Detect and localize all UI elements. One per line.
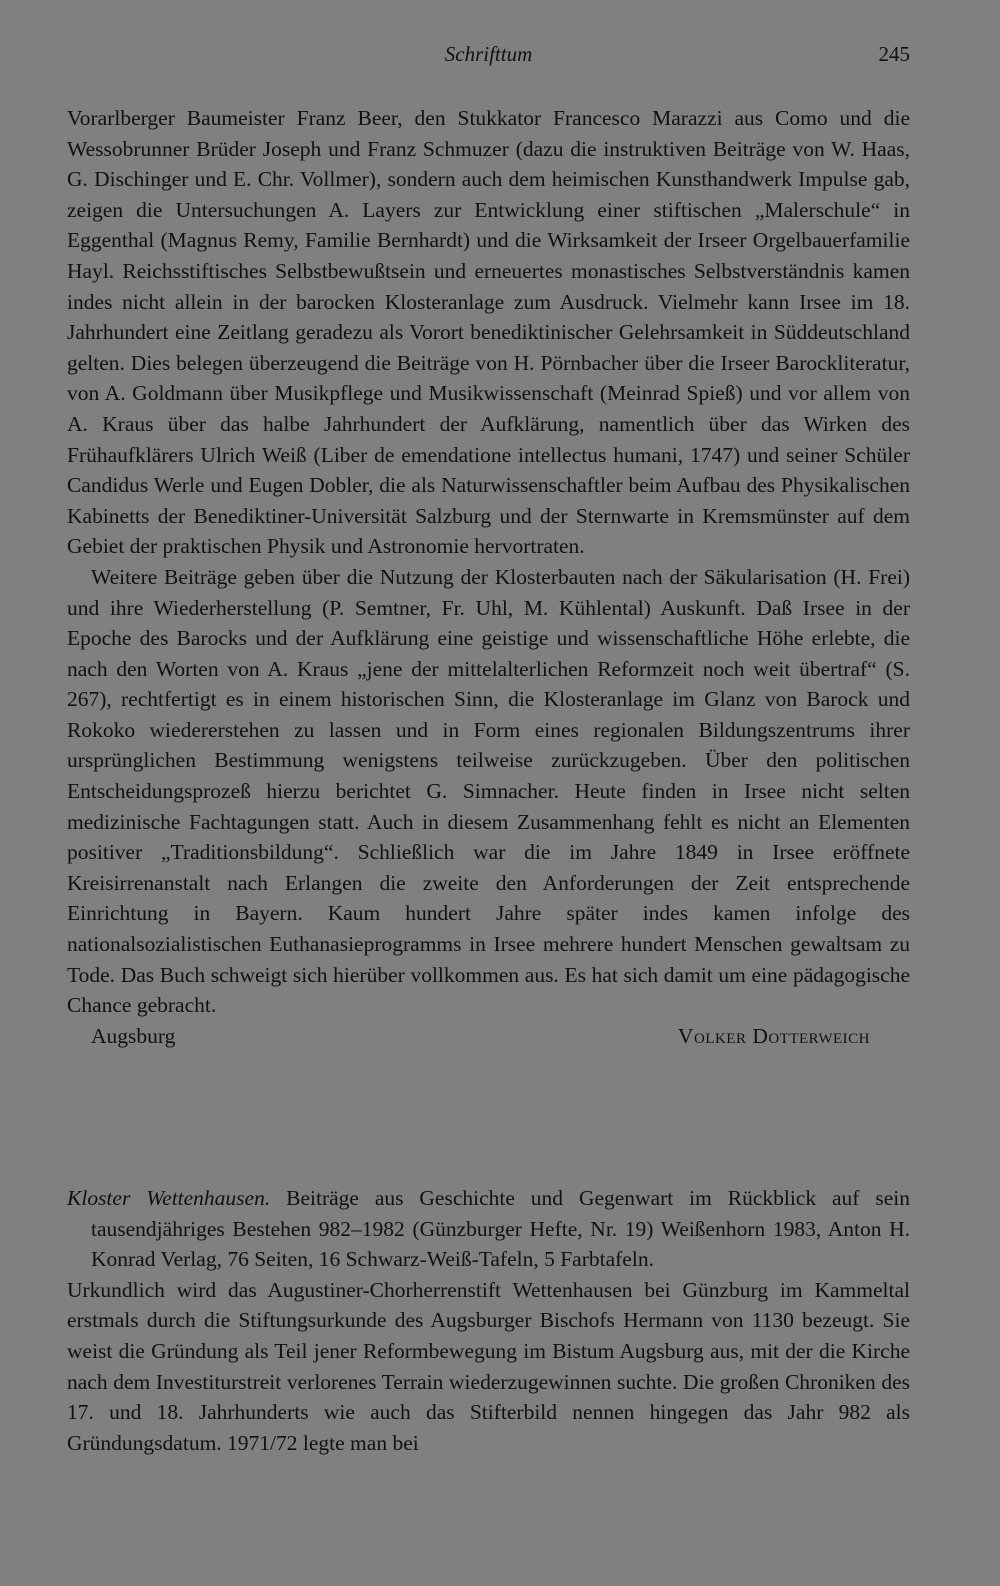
review-paragraph-1: Vorarlberger Baumeister Franz Beer, den Stukkator Francesco Marazzi aus Como und die Wessobrunner Brüder Joseph und Franz Schmuzer (dazu die instruktiven Beiträge von W. Haas, G. Dischinger und E. Chr. Vollmer), sondern auch dem heimischen Kunsthandwerk Impulse gab, zeigen die Untersuchungen A. Layers zur Entwicklung einer stiftischen „Malerschule“ in Eggenthal (Magnus Remy, Familie Bernhardt) und die Wirksamkeit der Irseer Orgelbauerfamilie Hayl. Reichsstiftisches Selbstbewußtsein und erneuertes monastisches Selbstverständnis kamen indes nicht allein in der barocken Klosteranlage zum Ausdruck. Vielmehr kann Irsee im 18. Jahrhundert eine Zeitlang geradezu als Vorort benediktinischer Gelehrsamkeit in Süddeutschland gelten. Dies belegen überzeugend die Beiträge von H. Pörnbacher über die Irseer Barockliteratur, von A. Goldmann über Musikpflege und Musikwissenschaft (Meinrad Spieß) und vor allem von A. Kraus über das halbe Jahrhundert der Aufklärung, namentlich über das Wirken des Frühaufklärers Ulrich Weiß (Liber de emendatione intellectus humani, 1747) und seiner Schüler Candidus Werle und Eugen Dobler, die als Naturwissenschaftler beim Aufbau des Physikalischen Kabinetts der Benediktiner-Universität Salzburg und der Sternwarte in Kremsmünster auf dem Gebiet der praktischen Physik und Astronomie hervortraten. <box>67 106 910 559</box>
review-signature <box>67 1021 910 1052</box>
bibliographic-entry <box>67 1183 910 1275</box>
review-paragraph-2: Weitere Beiträge geben über die Nutzung der Klosterbauten nach der Säkularisation (H. Frei) und ihre Wiederherstellung (P. Semtner, Fr. Uhl, M. Kühlental) Auskunft. Daß Irsee in der Epoche des Barocks und der Aufklärung eine geistige und wissenschaftliche Höhe erlebte, die nach den Worten von A. Kraus „jene der mittelalterlichen Reformzeit noch weit übertraf“ (S. 267), rechtfertigt es in einem historischen Sinn, die Klosteranlage im Glanz von Barock und Rokoko wiedererstehen zu lassen und in Form eines regionalen Bildungszentrums ihrer ursprünglichen Bestimmung wenigstens teilweise zurückzugeben. Über den politischen Entscheidungsprozeß hierzu berichtet G. Simnacher. Heute finden in Irsee nicht selten medizinische Fachtagungen statt. Auch in diesem Zusammenhang fehlt es nicht an Elementen positiver „Traditionsbildung“. Schließlich war die im Jahre 1849 in Irsee eröffnete Kreisirrenanstalt nach Erlangen die zweite den Anforderungen der Zeit entsprechende Einrichtung in Bayern. Kaum hundert Jahre später indes kamen infolge des nationalsozialistischen Euthanasieprogramms in Irsee mehrere hundert Menschen gewaltsam zu Tode. Das Buch schweigt sich hierüber vollkommen aus. Es hat sich damit um eine pädagogische Chance gebracht. <box>67 564 910 1018</box>
review-next-paragraph-1: Urkundlich wird das Augustiner-Chorherrenstift Wettenhausen bei Günzburg im Kammeltal erstmals durch die Stiftungsurkunde des Augsburger Bischofs Hermann von 1130 bezeugt. Sie weist die Gründung als Teil jener Reformbewegung im Bistum Augsburg aus, mit der die Kirche nach dem Investiturstreit verlorenes Terrain wiederzugewinnen suchte. Die großen Chroniken des 17. und 18. Jahrhunderts wie auch das Stifterbild nennen hingegen das Jahr 982 als Gründungsdatum. 1971/72 legte man bei <box>67 1277 910 1455</box>
page-number: 245 <box>878 42 910 66</box>
book-details: Beiträge aus Geschichte und Gegenwart im Rückblick auf sein tausendjähriges Bestehen 982–1982 (Günzburger Hefte, Nr. 19) Weißenhorn 1983, Anton H. Konrad Verlag, 76 Seiten, 16 Schwarz-Weiß-Tafeln, 5 Farbtafeln. <box>91 1186 910 1272</box>
review-next <box>67 1183 910 1458</box>
signature-place: Augsburg <box>91 1023 176 1048</box>
running-header <box>67 38 910 70</box>
book-title: Kloster Wettenhausen. <box>67 1186 271 1210</box>
reviewer-name: Volker Dotterweich <box>677 1023 870 1048</box>
review-continued <box>67 103 910 1051</box>
running-title: Schrifttum <box>444 42 533 66</box>
